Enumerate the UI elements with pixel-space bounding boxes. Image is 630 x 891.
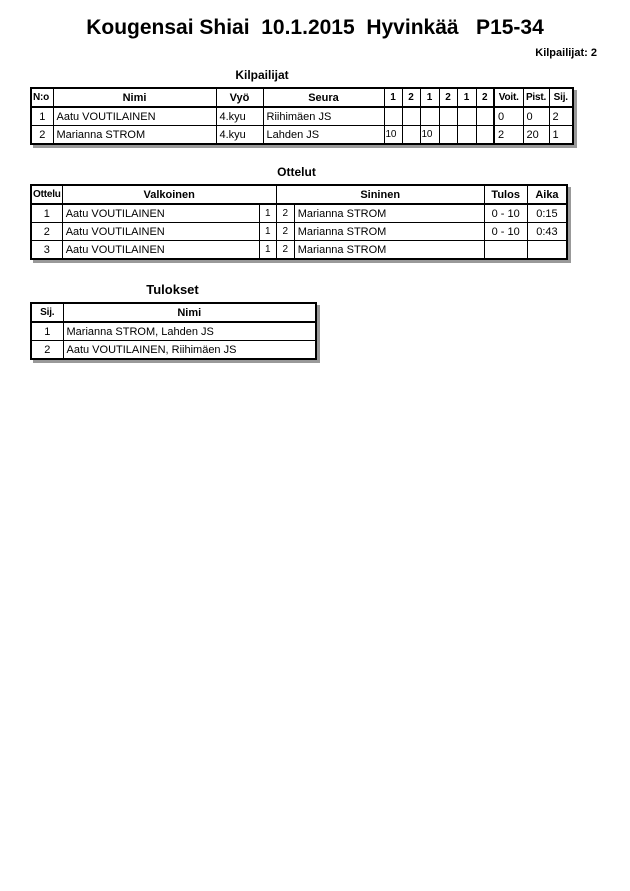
cell-valkoinen: Aatu VOUTILAINEN [62,241,259,260]
col-header-sij: Sij. [31,303,63,322]
cell-sininen: Marianna STROM [294,204,484,223]
col-header-score-2: 2 [402,88,420,107]
col-header-score-1: 1 [384,88,402,107]
col-header-nimi: Nimi [63,303,316,322]
ottelut-row [31,241,567,260]
cell-ottelu: 3 [31,241,62,260]
cell-sij: 1 [31,322,63,341]
col-header-no: N:o [31,88,53,107]
kilpailijat-header-row [31,88,573,107]
cell-tulos [484,241,527,260]
cell-score-4 [439,126,457,145]
cell-sininen-num: 2 [276,241,294,260]
kilpailijat-heading: Kilpailijat [235,68,289,82]
cell-score-1 [384,107,402,126]
cell-sininen: Marianna STROM [294,223,484,241]
cell-sininen: Marianna STROM [294,241,484,260]
cell-tulos: 0 - 10 [484,204,527,223]
cell-vyo: 4.kyu [216,107,263,126]
cell-pist: 0 [523,107,549,126]
col-header-score-4: 2 [439,88,457,107]
cell-aika: 0:15 [527,204,567,223]
cell-sij: 2 [31,341,63,360]
ottelut-row [31,223,567,241]
cell-valkoinen: Aatu VOUTILAINEN [62,223,259,241]
col-header-sininen: Sininen [276,185,484,204]
ottelut-row [31,204,567,223]
tulokset-row [31,341,316,360]
cell-valkoinen-num: 1 [259,204,276,223]
cell-seura: Lahden JS [263,126,384,145]
tulokset-heading: Tulokset [146,282,199,297]
cell-score-3: 10 [420,126,439,145]
cell-pist: 20 [523,126,549,145]
col-header-score-3: 1 [420,88,439,107]
cell-nimi: Aatu VOUTILAINEN [53,107,216,126]
cell-score-3 [420,107,439,126]
cell-score-2 [402,107,420,126]
cell-valkoinen: Aatu VOUTILAINEN [62,204,259,223]
cell-aika: 0:43 [527,223,567,241]
cell-score-4 [439,107,457,126]
cell-valkoinen-num: 1 [259,223,276,241]
cell-voit: 2 [494,126,523,145]
cell-score-6 [476,126,494,145]
cell-sij: 2 [549,107,573,126]
ottelut-header-row [31,185,567,204]
cell-score-5 [457,107,476,126]
cell-no: 2 [31,126,53,145]
cell-score-6 [476,107,494,126]
cell-nimi: Aatu VOUTILAINEN, Riihimäen JS [63,341,316,360]
cell-nimi: Marianna STROM, Lahden JS [63,322,316,341]
ottelut-table [30,184,568,260]
tulokset-row [31,322,316,341]
cell-sininen-num: 2 [276,204,294,223]
cell-tulos: 0 - 10 [484,223,527,241]
col-header-tulos: Tulos [484,185,527,204]
cell-valkoinen-num: 1 [259,241,276,260]
cell-score-1: 10 [384,126,402,145]
cell-score-2 [402,126,420,145]
col-header-pist: Pist. [523,88,549,107]
kilpailijat-row [31,126,573,145]
col-header-score-5: 1 [457,88,476,107]
cell-score-5 [457,126,476,145]
cell-sij: 1 [549,126,573,145]
col-header-valkoinen: Valkoinen [62,185,276,204]
tulokset-header-row [31,303,316,322]
col-header-vyo: Vyö [216,88,263,107]
cell-seura: Riihimäen JS [263,107,384,126]
cell-no: 1 [31,107,53,126]
cell-ottelu: 2 [31,223,62,241]
cell-ottelu: 1 [31,204,62,223]
competitor-count-label: Kilpailijat: 2 [535,47,597,59]
col-header-nimi: Nimi [53,88,216,107]
cell-aika [527,241,567,260]
ottelut-heading: Ottelut [277,165,316,179]
col-header-ottelu: Ottelu [31,185,62,204]
kilpailijat-row [31,107,573,126]
col-header-voit: Voit. [494,88,523,107]
col-header-seura: Seura [263,88,384,107]
col-header-score-6: 2 [476,88,494,107]
tulokset-table [30,302,317,360]
col-header-aika: Aika [527,185,567,204]
kilpailijat-table [30,87,574,145]
cell-voit: 0 [494,107,523,126]
col-header-sij: Sij. [549,88,573,107]
cell-sininen-num: 2 [276,223,294,241]
cell-nimi: Marianna STROM [53,126,216,145]
page-title: Kougensai Shiai 10.1.2015 Hyvinkää P15-34 [86,16,544,39]
cell-vyo: 4.kyu [216,126,263,145]
